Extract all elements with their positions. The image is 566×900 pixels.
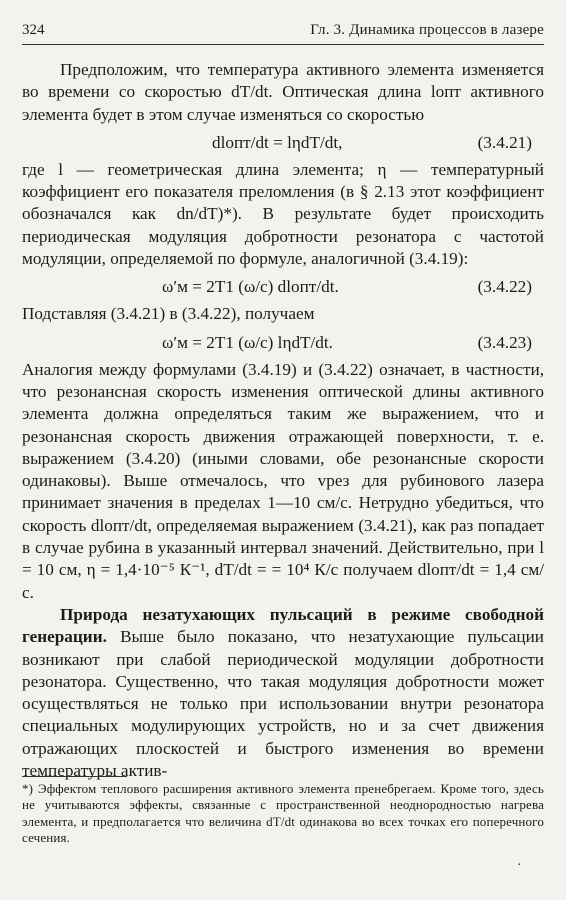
paragraph-5 xyxy=(22,604,544,782)
paragraph-3: Подставляя (3.4.21) в (3.4.22), получаем xyxy=(22,304,315,324)
equation-3-4-23 xyxy=(22,328,544,358)
equation-number: (3.4.22) xyxy=(477,277,532,297)
main-text xyxy=(22,59,544,782)
equation-number: (3.4.21) xyxy=(477,132,532,152)
equation-3-4-22 xyxy=(22,272,544,302)
paragraph-4: Аналогия между формулами (3.4.19) и (3.4.22) означает, в частности, что резонансная скорость изменения оптической длины активного элемента должна определяться таким же выражением, что и резонансная скорость движения отражающей поверхности, т. е. выражением (3.4.20) (иными словами, обе резонансные скорости одинаковы). Выше отмечалось, что vрез для рубинового лазера принимает значения в пределах 1—10 см/с. Нетрудно убедиться, что скорость dlопт/dt, определяемая выражением (3.4.21), как раз попадает в случае рубина в указанный интервал значений. Действительно, при l = 10 см, η = 1,4·10⁻⁵ К⁻¹, dT/dt = = 10⁴ К/с получаем dlопт/dt = 1,4 см/с. xyxy=(22,359,544,602)
section-heading: Природа незатухающих пульсаций в режиме свободной генерации. xyxy=(22,604,544,647)
running-title: Гл. 3. Динамика процессов в лазере xyxy=(310,22,544,38)
equation-3-4-21 xyxy=(22,128,544,158)
equation-formula: dlопт/dt = lηdT/dt, xyxy=(212,132,343,152)
equation-number: (3.4.23) xyxy=(477,332,532,352)
header-rule xyxy=(22,44,544,45)
margin-dot: · xyxy=(517,858,522,873)
running-header xyxy=(22,22,544,44)
paragraph-1: Предположим, что температура активного элемента изменяется во времени со скоростью dT/dt. Оптическая длина lопт активного элемента будет в этом случае изменяться со скоростью xyxy=(22,60,544,124)
equation-formula: ω′м = 2T1 (ω/c) dlопт/dt. xyxy=(162,277,339,297)
paragraph-2: где l — геометрическая длина элемента; η — температурный коэффициент его показателя преломления (в § 2.13 этот коэффициент обозначался как dn/dT)*). В результате будет происходить периодическая модуляция добротности резонатора с частотой модуляции, определяемой по формуле, аналогичной (3.4.19): xyxy=(22,159,544,269)
footnote: *) Эффектом теплового расширения активного элемента пренебрегаем. Кроме того, здесь не учитываются эффекты, связанные с пространственной неоднородностью нагрева элемента, и предполагается что величина dT/dt одинакова во всех точках его поперечного сечения. xyxy=(22,781,544,846)
footnote-rule xyxy=(22,776,127,777)
equation-formula: ω′м = 2T1 (ω/c) lηdT/dt. xyxy=(162,332,333,352)
paragraph-5-text: Выше было показано, что незатухающие пульсации возникают при слабой периодической модуляции добротности резонатора. Существенно, что такая модуляция добротности может осуществляться не только при использовании внутри резонатора специальных модулирующих устройств, но и за счет движения отражающих плоскостей и быстрого изменения во времени температуры актив- xyxy=(22,627,544,781)
page-number: 324 xyxy=(22,22,45,38)
